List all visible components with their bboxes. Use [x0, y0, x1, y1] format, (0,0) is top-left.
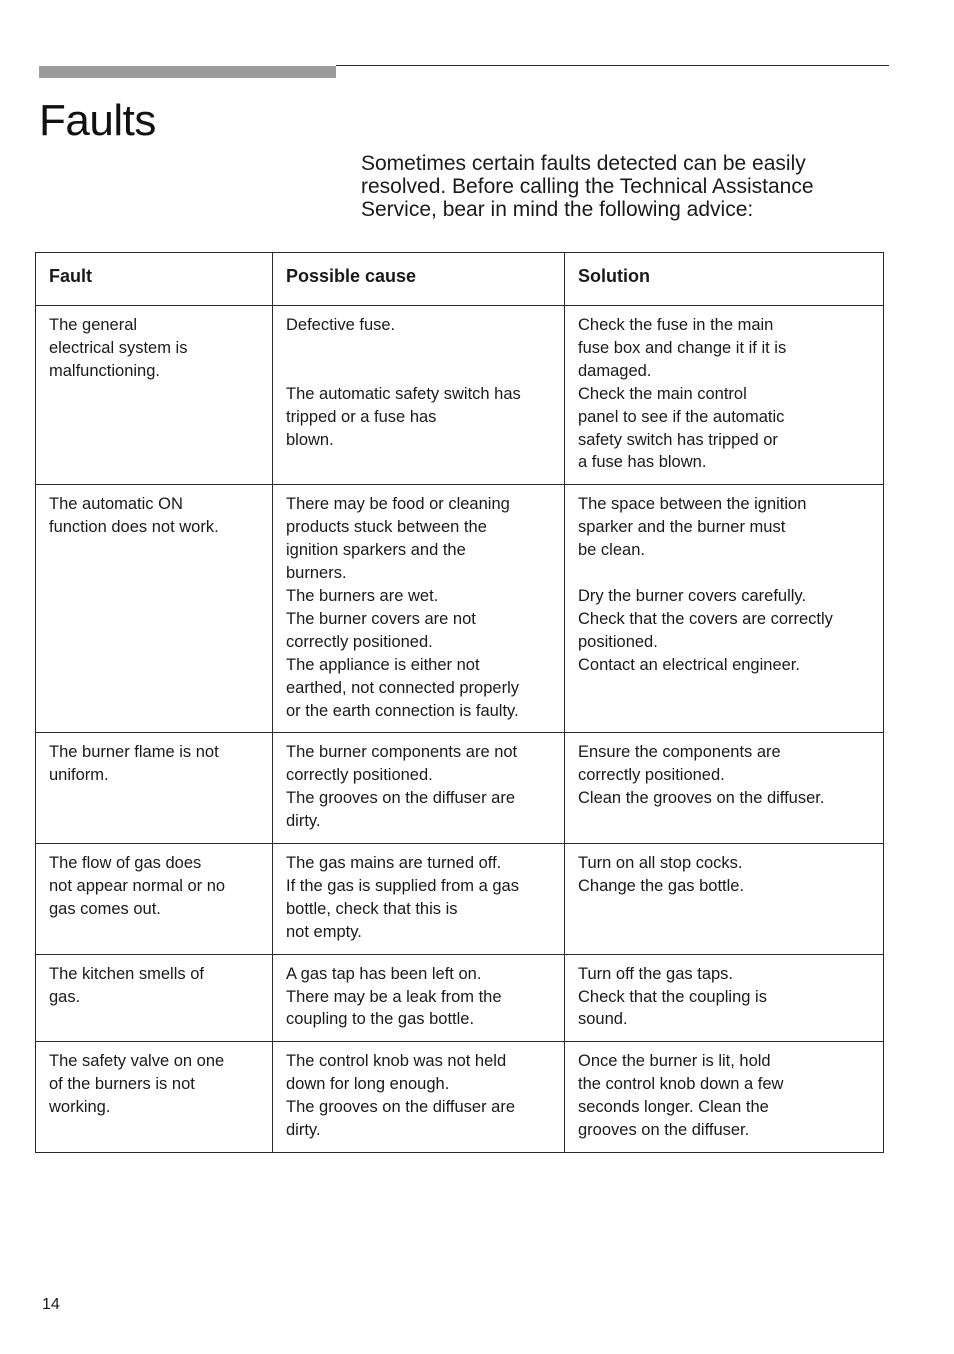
fault-cell: [36, 306, 273, 485]
cell-text-line: seconds longer. Clean the: [578, 1098, 769, 1117]
intro-line: resolved. Before calling the Technical Assistance: [361, 175, 814, 198]
header-rule: [336, 65, 889, 66]
cause-cell: [273, 306, 565, 485]
cell-text-line: The burner flame is not: [49, 743, 219, 762]
cell-text-line: or the earth connection is faulty.: [286, 701, 519, 720]
page-title: Faults: [39, 96, 156, 145]
solution-cell: [565, 306, 884, 485]
cell-text-line: Defective fuse.: [286, 316, 396, 334]
cell-text-line: Turn off the gas taps.: [578, 964, 734, 983]
cell-text-line: Once the burner is lit, hold: [578, 1052, 771, 1071]
cell-text-line: down for long enough.: [286, 1075, 450, 1094]
intro-line: Service, bear in mind the following advice:: [361, 198, 754, 221]
cell-text-line: coupling to the gas bottle.: [286, 1010, 475, 1029]
table-row: [36, 485, 884, 733]
cell-text-line: sparker and the burner must: [578, 518, 786, 537]
cell-text-line: be clean.: [578, 541, 645, 560]
cell-text-line: not appear normal or no: [49, 876, 226, 895]
fault-cell: [36, 1042, 273, 1153]
cause-cell: [273, 844, 565, 955]
cell-text-line: The burners are wet.: [286, 586, 439, 605]
cell-text-line: Check the main control: [578, 384, 747, 403]
cell-text-line: The grooves on the diffuser are: [286, 1098, 516, 1117]
column-header-fault: Fault: [36, 253, 273, 306]
cell-text-line: malfunctioning.: [49, 361, 160, 380]
solution-cell: [565, 485, 884, 733]
fault-cell: [36, 844, 273, 955]
cell-text-line: not empty.: [286, 922, 362, 941]
fault-cell: [36, 954, 273, 1042]
cell-text-line: The appliance is either not: [286, 655, 480, 674]
cell-text-line: Check the fuse in the main: [578, 316, 774, 334]
cell-text-line: ignition sparkers and the: [286, 541, 466, 560]
cell-text-line: The kitchen smells of: [49, 964, 204, 983]
cell-text-line: fuse box and change it if it is: [578, 338, 787, 357]
cell-text-line: blown.: [286, 430, 334, 449]
cell-text-line: Turn on all stop cocks.: [578, 854, 743, 873]
intro-line: Sometimes certain faults detected can be easily: [361, 152, 806, 175]
blank-line: [286, 337, 551, 360]
cell-text-line: function does not work.: [49, 518, 219, 537]
faults-table: [35, 252, 884, 1153]
cell-text-line: The automatic safety switch has: [286, 384, 521, 403]
cell-text-line: earthed, not connected properly: [286, 678, 519, 697]
cause-cell: [273, 733, 565, 844]
cell-text-line: Dry the burner covers carefully.: [578, 586, 807, 605]
cell-text-line: working.: [49, 1098, 111, 1117]
column-header-solution: Solution: [565, 253, 884, 306]
blank-line: [578, 562, 870, 585]
table-row: [36, 733, 884, 844]
cell-text-line: bottle, check that this is: [286, 899, 458, 918]
solution-cell: [565, 844, 884, 955]
cell-text-line: positioned.: [578, 632, 658, 651]
cause-cell: [273, 485, 565, 733]
cell-text-line: gas.: [49, 987, 81, 1006]
header-accent-bar: [39, 66, 336, 78]
cell-text-line: The control knob was not held: [286, 1052, 507, 1071]
cell-text-line: Change the gas bottle.: [578, 876, 745, 895]
cell-text-line: damaged.: [578, 361, 652, 380]
cell-text-line: The flow of gas does: [49, 854, 202, 873]
cell-text-line: The grooves on the diffuser are: [286, 789, 516, 808]
cell-text-line: sound.: [578, 1010, 628, 1029]
cell-text-line: A gas tap has been left on.: [286, 964, 482, 983]
cause-cell: [273, 1042, 565, 1153]
cell-text-line: dirty.: [286, 812, 321, 831]
cell-text-line: If the gas is supplied from a gas: [286, 876, 519, 895]
cell-text-line: There may be food or cleaning: [286, 495, 510, 514]
cell-text-line: The safety valve on one: [49, 1052, 225, 1071]
cell-text-line: the control knob down a few: [578, 1075, 784, 1094]
cell-text-line: correctly positioned.: [286, 766, 433, 785]
cell-text-line: products stuck between the: [286, 518, 487, 537]
solution-cell: [565, 1042, 884, 1153]
cell-text-line: correctly positioned.: [286, 632, 433, 651]
cell-text-line: The automatic ON: [49, 495, 183, 514]
solution-cell: [565, 733, 884, 844]
cell-text-line: correctly positioned.: [578, 766, 725, 785]
column-header-cause: Possible cause: [273, 253, 565, 306]
table-row: [36, 954, 884, 1042]
cell-text-line: panel to see if the automatic: [578, 407, 785, 426]
table-body: [36, 306, 884, 1153]
table-row: [36, 844, 884, 955]
cell-text-line: Ensure the components are: [578, 743, 781, 762]
cell-text-line: uniform.: [49, 766, 109, 785]
solution-cell: [565, 954, 884, 1042]
cell-text-line: a fuse has blown.: [578, 453, 707, 472]
cell-text-line: tripped or a fuse has: [286, 407, 437, 426]
cell-text-line: The burner components are not: [286, 743, 518, 762]
cell-text-line: There may be a leak from the: [286, 987, 502, 1006]
page-number: 14: [42, 1296, 60, 1313]
cell-text-line: electrical system is: [49, 338, 188, 357]
table-row: [36, 1042, 884, 1153]
cell-text-line: The space between the ignition: [578, 495, 807, 514]
cell-text-line: grooves on the diffuser.: [578, 1121, 750, 1140]
cell-text-line: gas comes out.: [49, 899, 161, 918]
table-row: [36, 306, 884, 485]
fault-cell: [36, 733, 273, 844]
cell-text-line: The general: [49, 316, 138, 334]
cell-text-line: safety switch has tripped or: [578, 430, 778, 449]
cell-text-line: Check that the covers are correctly: [578, 609, 833, 628]
cell-text-line: Clean the grooves on the diffuser.: [578, 789, 825, 808]
cell-text-line: Contact an electrical engineer.: [578, 655, 800, 674]
cause-cell: [273, 954, 565, 1042]
cell-text-line: Check that the coupling is: [578, 987, 767, 1006]
fault-cell: [36, 485, 273, 733]
cell-text-line: dirty.: [286, 1121, 321, 1140]
table-header-row: [36, 253, 884, 306]
cell-text-line: The burner covers are not: [286, 609, 476, 628]
cell-text-line: The gas mains are turned off.: [286, 854, 502, 873]
cell-text-line: of the burners is not: [49, 1075, 195, 1094]
intro-paragraph: [361, 152, 861, 221]
cell-text-line: burners.: [286, 564, 347, 583]
blank-line: [286, 360, 551, 383]
